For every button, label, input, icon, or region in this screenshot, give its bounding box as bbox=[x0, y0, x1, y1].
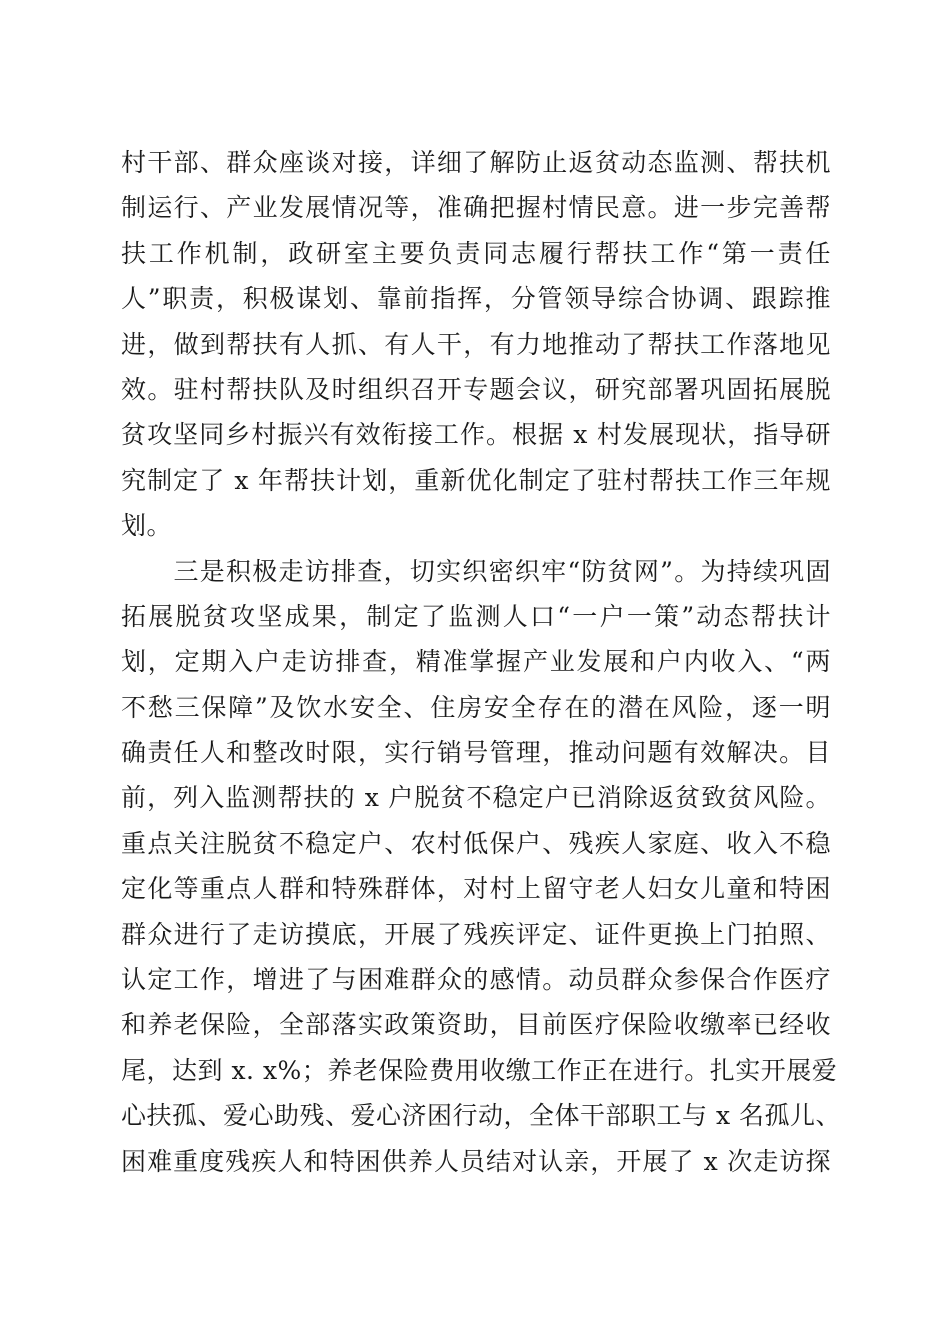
text-line: 效。驻村帮扶队及时组织召开专题会议，研究部署巩固拓展脱 bbox=[121, 374, 831, 404]
text-line: 重点关注脱贫不稳定户、农村低保户、残疾人家庭、收入不稳 bbox=[121, 828, 831, 858]
text-line: 村干部、群众座谈对接，详细了解防止返贫动态监测、帮扶机 bbox=[121, 148, 831, 177]
text-line: 进，做到帮扶有人抓、有人干，有力地推动了帮扶工作落地见 bbox=[121, 329, 831, 359]
text-line: 定化等重点人群和特殊群体，对村上留守老人妇女儿童和特困 bbox=[121, 874, 831, 904]
text-line: 三是积极走访排查，切实织密织牢“防贫网”。为持续巩固 bbox=[121, 556, 831, 586]
text-line: 心扶孤、爱心助残、爱心济困行动，全体干部职工与 x 名孤儿、 bbox=[121, 1101, 841, 1131]
document-body bbox=[121, 140, 841, 1184]
text-line: 制运行、产业发展情况等，准确把握村情民意。进一步完善帮 bbox=[121, 193, 831, 223]
text-line: 前，列入监测帮扶的 x 户脱贫不稳定户已消除返贫致贫风险。 bbox=[121, 783, 831, 813]
text-line: 和养老保险，全部落实政策资助，目前医疗保险收缴率已经收 bbox=[121, 1010, 831, 1040]
text-line: 拓展脱贫攻坚成果，制定了监测人口“一户一策”动态帮扶计 bbox=[121, 601, 831, 631]
text-line: 贫攻坚同乡村振兴有效衔接工作。根据 x 村发展现状，指导研 bbox=[121, 420, 831, 450]
text-line: 扶工作机制，政研室主要负责同志履行帮扶工作“第一责任 bbox=[121, 238, 831, 268]
text-line: 困难重度残疾人和特困供养人员结对认亲，开展了 x 次走访探 bbox=[121, 1146, 831, 1176]
text-line: 划。 bbox=[121, 511, 173, 541]
text-line: 群众进行了走访摸底，开展了残疾评定、证件更换上门拍照、 bbox=[121, 919, 831, 949]
paragraph-1 bbox=[121, 140, 831, 549]
text-line: 不愁三保障”及饮水安全、住房安全存在的潜在风险，逐一明 bbox=[121, 692, 831, 722]
text-line: 尾，达到 x. x%；养老保险费用收缴工作正在进行。扎实开展爱 bbox=[121, 1055, 838, 1085]
text-line: 人”职责，积极谋划、靠前指挥，分管领导综合协调、跟踪推 bbox=[121, 284, 831, 314]
text-line: 划，定期入户走访排查，精准掌握产业发展和户内收入、“两 bbox=[121, 647, 831, 677]
text-line: 认定工作，增进了与困难群众的感情。动员群众参保合作医疗 bbox=[121, 965, 831, 995]
text-line: 确责任人和整改时限，实行销号管理，推动问题有效解决。目 bbox=[121, 738, 831, 768]
text-line: 究制定了 x 年帮扶计划，重新优化制定了驻村帮扶工作三年规 bbox=[121, 465, 831, 495]
paragraph-2 bbox=[121, 549, 841, 1184]
